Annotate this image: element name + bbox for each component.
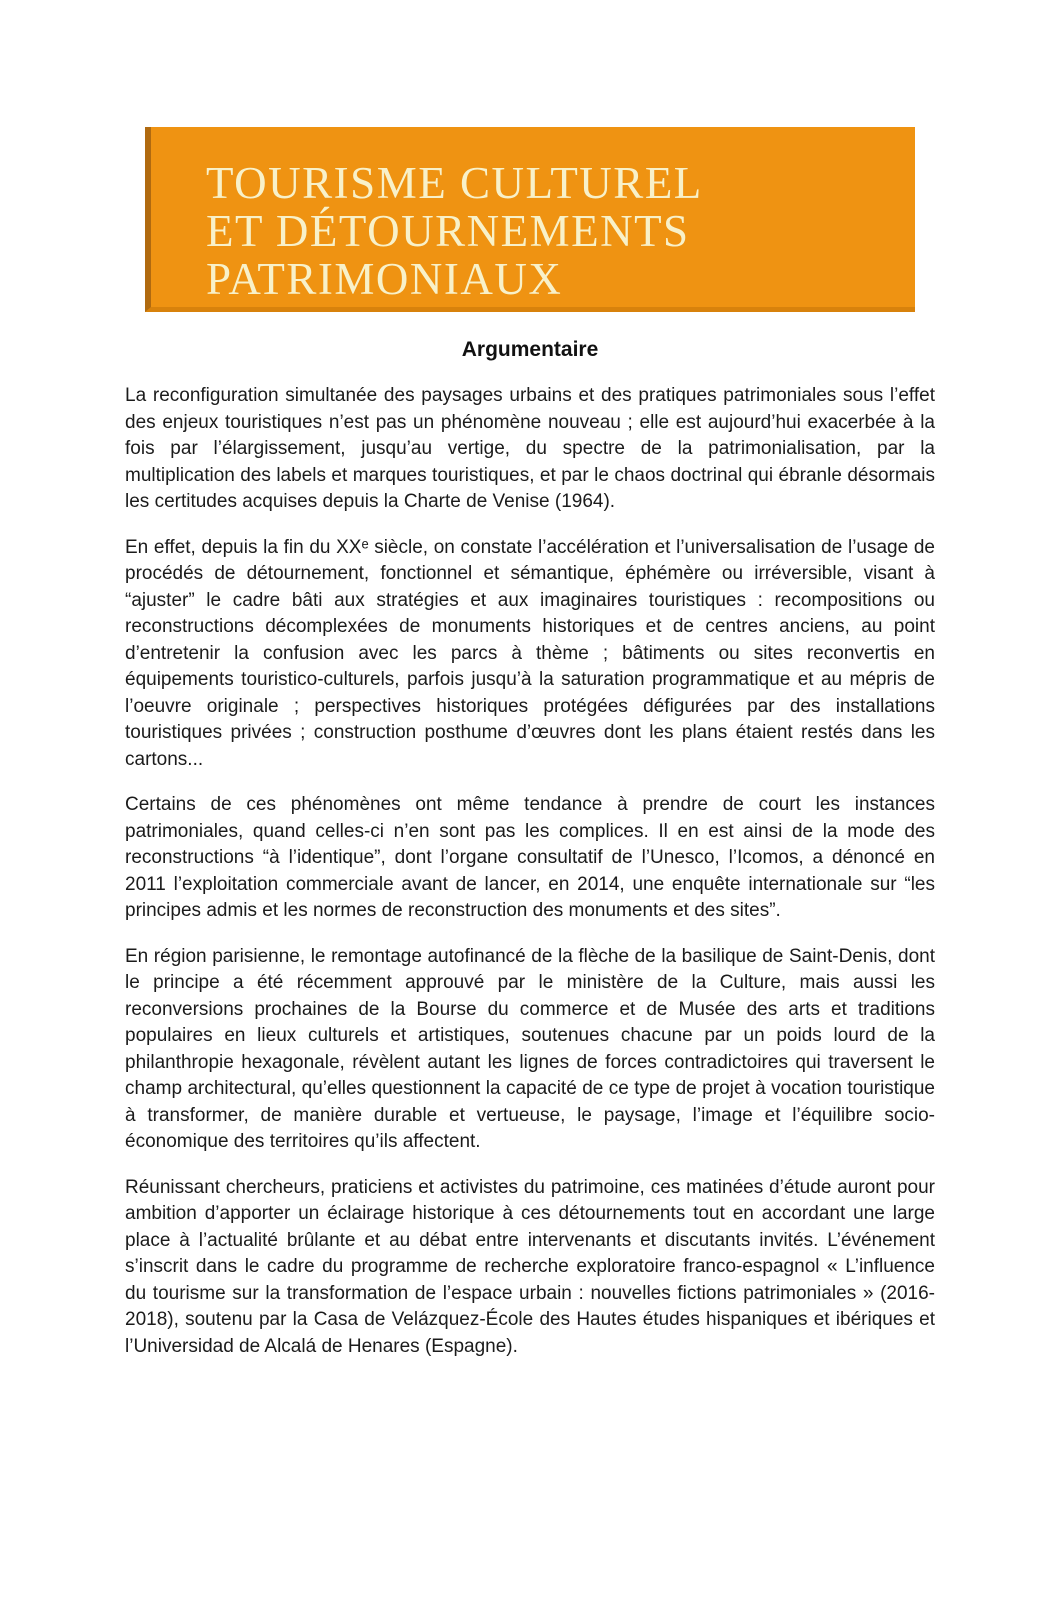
banner-line: PATRIMONIAUX [206, 254, 563, 304]
banner-line: TOURISME CULTUREL [206, 158, 703, 208]
document-body [0, 338, 1058, 1360]
title-banner [145, 127, 915, 312]
document-page [0, 127, 1058, 1624]
paragraph: Certains de ces phénomènes ont même tendance à prendre de court les instances patrimoniales, quand celles-ci n’en sont pas les complices. Il en est ainsi de la mode des reconstructions “à l’identique”, dont l’organe consultatif de l’Unesco, l’Icomos, a dénoncé en 2011 l’exploitation commerciale avant de lancer, en 2014, une enquête internationale sur “les principes admis et les normes de reconstruction des monuments et des sites”. [125, 794, 935, 921]
paragraph: En région parisienne, le remontage autofinancé de la flèche de la basilique de Saint-Denis, dont le principe a été récemment approuvé par le ministère de la Culture, mais aussi les reconversions prochaines de la Bourse du commerce et de Musée des arts et traditions populaires en lieux culturels et artistiques, soutenues chacune par un poids lourd de la philanthropie hexagonale, révèlent autant les lignes de forces contradictoires qui traversent le champ architectural, qu’elles questionnent la capacité de ce type de projet à vocation touristique à transformer, de manière durable et vertueuse, le paysage, l’image et l’équilibre socio-économique des territoires qu’ils affectent. [125, 945, 935, 1152]
paragraph: En effet, depuis la fin du XXᵉ siècle, on constate l’accélération et l’universalisation de l’usage de procédés de détournement, fonctionnel et sémantique, éphémère ou irréversible, visant à “ajuster” le cadre bâti aux stratégies et aux imaginaires touristiques : recompositions ou reconstructions décomplexées de monuments historiques et de centres anciens, au point d’entretenir la confusion avec les parcs à thème ; bâtiments ou sites reconvertis en équipements touristico-culturels, parfois jusqu’à la saturation programmatique et au mépris de l’oeuvre originale ; perspectives historiques protégées défigurées par des installations touristiques privées ; construction posthume d’œuvres dont les plans étaient restés dans les cartons... [125, 536, 935, 770]
paragraph: La reconfiguration simultanée des paysages urbains et des pratiques patrimoniales sous l’effet des enjeux touristiques n’est pas un phénomène nouveau ; elle est aujourd’hui exacerbée à la fois par l’élargissement, jusqu’au vertige, du spectre de la patrimonialisation, par la multiplication des labels et marques touristiques, et par le chaos doctrinal qui ébranle désormais les certitudes acquises depuis la Charte de Venise (1964). [125, 385, 935, 512]
page-title: Argumentaire [461, 338, 599, 361]
banner-line: ET DÉTOURNEMENTS [206, 206, 690, 256]
paragraph: Réunissant chercheurs, praticiens et activistes du patrimoine, ces matinées d’étude auront pour ambition d’apporter un éclairage historique à ces détournements tout en accordant une large place à l’actualité brûlante et au débat entre intervenants et discutants invités. L’événement s’inscrit dans le cadre du programme de recherche exploratoire franco-espagnol « L’influence du tourisme sur la transformation de l’espace urbain : nouvelles fictions patrimoniales » (2016-2018), soutenu par la Casa de Velázquez-École des Hautes études hispaniques et ibériques et l’Universidad de Alcalá de Henares (Espagne). [125, 1176, 935, 1357]
